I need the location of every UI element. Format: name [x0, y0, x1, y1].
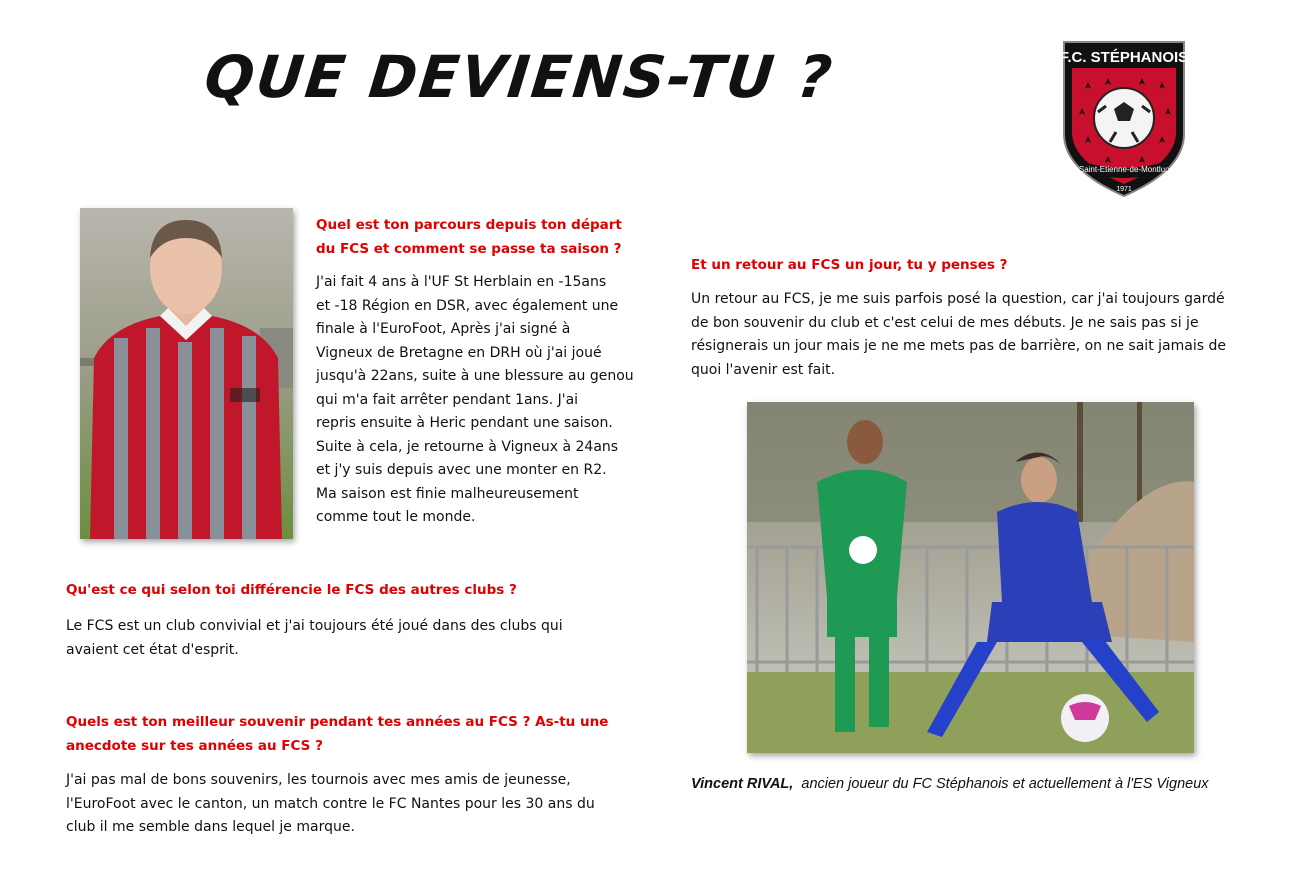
answer-souvenir: J'ai pas mal de bons souvenirs, les tournois avec mes amis de jeunesse, l'EuroFoot avec le canton, un match contre le FC Nantes pour les 30 ans du club il me semble dans lequel je marque.	[66, 772, 595, 835]
question-difference: Qu'est ce qui selon toi différencie le FCS des autres clubs ?	[66, 582, 517, 598]
logo-year: 1971	[1116, 186, 1132, 193]
player-portrait-photo	[80, 208, 293, 539]
caption-text: ancien joueur du FC Stéphanois et actuellement à l'ES Vigneux	[801, 776, 1209, 792]
photo-caption	[691, 776, 1209, 792]
page-title: QUE DEVIENS-TU ?	[201, 43, 838, 111]
match-action-photo	[747, 402, 1194, 753]
answer-parcours: J'ai fait 4 ans à l'UF St Herblain en -15ans et -18 Région en DSR, avec également une finale à l'EuroFoot, Après j'ai signé à Vigneux de Bretagne en DRH où j'ai joué jusqu'à 22ans, suite à une blessure au genou qui m'a fait arrêter pendant 1ans. J'ai repris ensuite à Heric pendant une saison. Suite à cela, je retourne à Vigneux à 24ans et j'y suis depuis avec une monter en R2. Ma saison est finie malheureusement comme tout le monde.	[316, 274, 634, 525]
answer-difference: Le FCS est un club convivial et j'ai toujours été joué dans des clubs qui avaient cet état d'esprit.	[66, 618, 563, 658]
question-parcours: Quel est ton parcours depuis ton départ du FCS et comment se passe ta saison ?	[316, 217, 622, 257]
question-souvenir: Quels est ton meilleur souvenir pendant tes années au FCS ? As-tu une anecdote sur tes années au FCS ?	[66, 714, 609, 754]
club-logo-icon	[1058, 38, 1190, 198]
answer-retour: Un retour au FCS, je me suis parfois posé la question, car j'ai toujours gardé de bon souvenir du club et c'est celui de mes débuts. Je ne sais pas si je résignerais un jour mais je ne me mets pas de barrière, on ne sait jamais de quoi l'avenir est fait.	[691, 291, 1226, 378]
caption-name: Vincent RIVAL,	[691, 776, 794, 792]
question-retour: Et un retour au FCS un jour, tu y penses ?	[691, 257, 1008, 273]
player-portrait-icon	[80, 208, 293, 539]
match-action-icon	[747, 402, 1194, 753]
logo-town: Saint-Etienne-de-Montluc	[1078, 165, 1170, 174]
logo-name: F.C. STÉPHANOIS	[1059, 49, 1189, 66]
